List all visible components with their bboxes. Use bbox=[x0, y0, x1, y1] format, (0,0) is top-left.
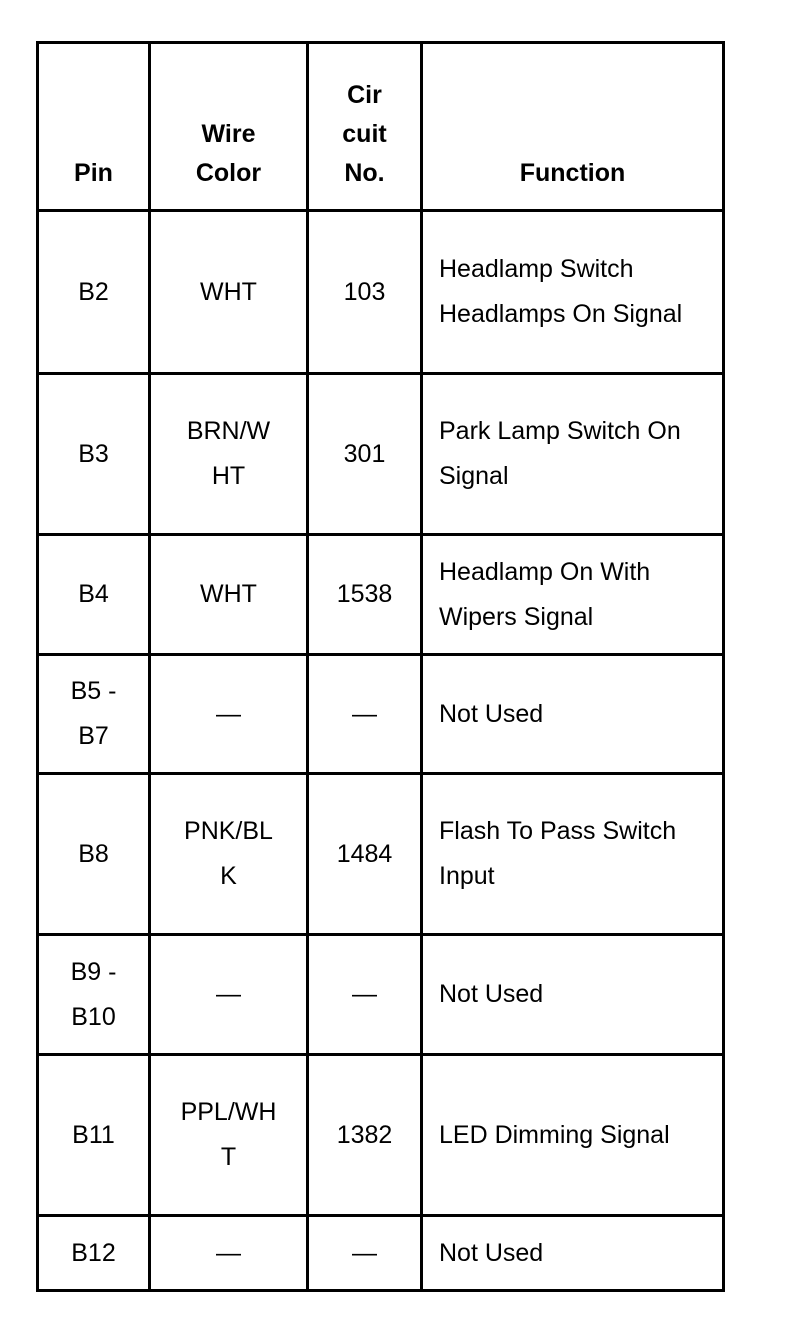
circuit-no-cell: — bbox=[308, 935, 422, 1055]
pin-cell: B9 - B10 bbox=[38, 935, 150, 1055]
connector-pinout-table bbox=[36, 41, 725, 1292]
circuit-no-cell: 1484 bbox=[308, 774, 422, 935]
table-row bbox=[38, 211, 724, 374]
wire-color-cell: PPL/WHT bbox=[150, 1055, 308, 1216]
circuit-no-cell: — bbox=[308, 1216, 422, 1291]
wire-color-cell: — bbox=[150, 1216, 308, 1291]
wire-color-cell: WHT bbox=[150, 535, 308, 655]
pin-cell: B5 - B7 bbox=[38, 655, 150, 774]
table-row bbox=[38, 535, 724, 655]
table-row bbox=[38, 1216, 724, 1291]
header-circuit-no: Cir cuit No. bbox=[308, 43, 422, 211]
wire-color-cell: — bbox=[150, 935, 308, 1055]
table-row bbox=[38, 655, 724, 774]
pin-cell: B4 bbox=[38, 535, 150, 655]
wire-color-cell: BRN/WHT bbox=[150, 374, 308, 535]
circuit-no-cell: 1538 bbox=[308, 535, 422, 655]
header-wire-color: Wire Color bbox=[150, 43, 308, 211]
table-row bbox=[38, 374, 724, 535]
circuit-no-cell: 103 bbox=[308, 211, 422, 374]
pin-cell: B2 bbox=[38, 211, 150, 374]
table-header-row bbox=[38, 43, 724, 211]
function-cell: Not Used bbox=[422, 655, 724, 774]
header-function: Function bbox=[422, 43, 724, 211]
circuit-no-cell: — bbox=[308, 655, 422, 774]
circuit-no-cell: 301 bbox=[308, 374, 422, 535]
pin-cell: B3 bbox=[38, 374, 150, 535]
function-cell: Not Used bbox=[422, 935, 724, 1055]
wire-color-cell: — bbox=[150, 655, 308, 774]
wire-color-cell: PNK/BLK bbox=[150, 774, 308, 935]
table-row bbox=[38, 1055, 724, 1216]
function-cell: LED Dimming Signal bbox=[422, 1055, 724, 1216]
header-pin: Pin bbox=[38, 43, 150, 211]
pin-cell: B11 bbox=[38, 1055, 150, 1216]
function-cell: Park Lamp Switch On Signal bbox=[422, 374, 724, 535]
pin-cell: B8 bbox=[38, 774, 150, 935]
function-cell: Flash To Pass Switch Input bbox=[422, 774, 724, 935]
function-cell: Not Used bbox=[422, 1216, 724, 1291]
wire-color-cell: WHT bbox=[150, 211, 308, 374]
table-row bbox=[38, 774, 724, 935]
pin-cell: B12 bbox=[38, 1216, 150, 1291]
circuit-no-cell: 1382 bbox=[308, 1055, 422, 1216]
function-cell: Headlamp On With Wipers Signal bbox=[422, 535, 724, 655]
function-cell: Headlamp Switch Headlamps On Signal bbox=[422, 211, 724, 374]
table-row bbox=[38, 935, 724, 1055]
